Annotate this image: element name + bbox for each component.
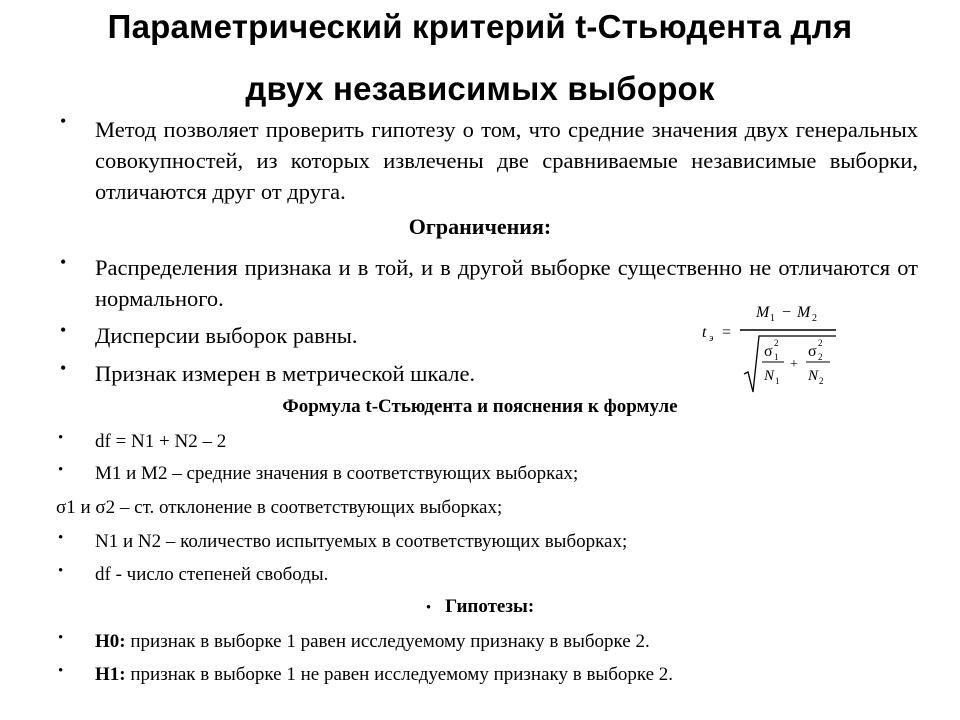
formula-m1-sub: 1 <box>770 313 775 324</box>
bullet-icon: • <box>60 252 67 272</box>
hypothesis-h0-text: признак в выборке 1 равен исследуемому признаку в выборке 2. <box>125 631 650 652</box>
hypothesis-h0-label: Н0: <box>95 631 126 652</box>
bullet-icon: • <box>425 600 432 616</box>
bullet-icon: • <box>58 430 64 446</box>
hypotheses-heading: Гипотезы: <box>445 596 535 617</box>
restriction-item: Признак измерен в метрической шкале. <box>95 361 476 386</box>
restrictions-heading: Ограничения: <box>408 214 552 239</box>
formula-sigma2-sub: 2 <box>818 352 823 362</box>
formula-n1-sub: 1 <box>775 376 780 386</box>
formula-svg <box>702 296 842 396</box>
bullet-icon: • <box>58 663 64 679</box>
hypothesis-h1 <box>95 663 673 687</box>
hypothesis-h1-text: признак в выборке 1 не равен исследуемому признаку в выборке 2. <box>125 664 674 685</box>
formula-m1: M <box>756 304 770 321</box>
bullet-icon: • <box>58 530 64 546</box>
intro-text: Метод позволяет проверить гипотезу о том, что средние значения двух генеральных совокупностей, из которых извлечены две сравниваемые независимые выборки, отличаются друг от друга. <box>95 117 918 204</box>
formula-m2-sub: 2 <box>812 313 817 324</box>
formula-n2-sub: 2 <box>819 376 824 386</box>
restriction-item: Дисперсии выборок равны. <box>95 323 358 348</box>
bullet-icon: • <box>58 462 64 478</box>
hypotheses-heading-row <box>0 596 960 618</box>
bullet-icon: • <box>58 563 64 579</box>
formula-heading: Формула t-Стьюдента и пояснения к формуле <box>282 396 678 417</box>
formula-n2: N <box>808 368 819 384</box>
formula-plus: + <box>790 357 798 372</box>
formula-sigma2: σ <box>808 343 817 360</box>
bullet-icon: • <box>60 358 67 378</box>
formula-m2: M <box>797 304 811 321</box>
bullet-icon: • <box>58 630 64 646</box>
explanation-item: N1 и N2 – количество испытуемых в соответствующих выборках; <box>95 531 628 552</box>
t-student-formula <box>702 296 842 396</box>
formula-lhs: t <box>702 324 707 341</box>
slide-title-line-2: двух независимых выборок <box>245 70 715 107</box>
formula-n1: N <box>764 368 775 384</box>
formula-sigma1-sq: 2 <box>774 338 779 348</box>
explanation-item: df - число степеней свободы. <box>95 564 329 585</box>
bullet-icon: • <box>60 111 67 131</box>
hypothesis-h1-label: Н1: <box>95 664 126 685</box>
formula-equals: = <box>722 324 732 341</box>
formula-lhs-sub: э <box>709 333 714 344</box>
formula-sigma1-sub: 1 <box>774 352 779 362</box>
formula-sigma1: σ <box>764 343 773 360</box>
restriction-item: Распределения признака и в той, и в другой выборке существенно не отличаются от нормального. <box>95 255 918 311</box>
slide-title-line-1: Параметрический критерий t-Стьюдента для <box>107 8 853 45</box>
bullet-icon: • <box>60 320 67 340</box>
formula-sigma2-sq: 2 <box>818 338 823 348</box>
explanation-item: df = N1 + N2 – 2 <box>95 431 227 452</box>
explanation-item: М1 и М2 – средние значения в соответствующих выборках; <box>95 463 579 484</box>
formula-minus: − <box>782 304 792 321</box>
hypothesis-h0 <box>95 630 650 654</box>
explanation-item: σ1 и σ2 – ст. отклонение в соответствующих выборках; <box>56 497 503 518</box>
